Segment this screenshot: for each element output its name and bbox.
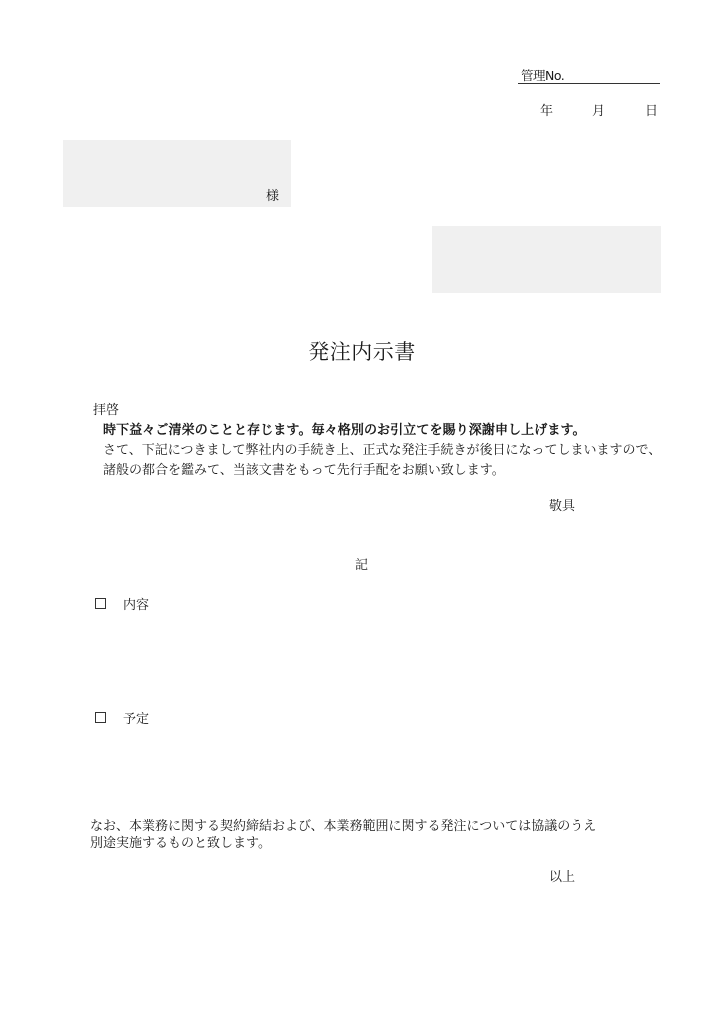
date-month-label: 月	[592, 104, 606, 119]
item-label: 内容	[123, 598, 150, 613]
body-line: 諸般の都合を鑑みて、当該文書をもって先行手配をお願い致します。	[103, 463, 505, 478]
item-schedule	[95, 712, 149, 728]
management-number-label: 管理No.	[521, 68, 565, 83]
note-line: なお、本業務に関する契約締結および、本業務範囲に関する発注については協議のうえ	[90, 819, 597, 834]
greeting-closing: 敬具	[549, 499, 576, 514]
body-line: 時下益々ご清栄のことと存じます。毎々格別のお引立てを賜り深謝申し上げます。	[103, 423, 586, 438]
recipient-honorific: 様	[265, 189, 279, 204]
ki-heading: 記	[355, 558, 369, 573]
note-line: 別途実施するものと致します。	[90, 836, 271, 851]
body-line: さて、下記につきまして弊社内の手続き上、正式な発注手続きが後日になってしまいますので、	[103, 443, 662, 458]
item-label: 予定	[123, 712, 150, 727]
checkbox-icon[interactable]	[95, 712, 106, 723]
greeting-opening: 拝啓	[93, 403, 120, 418]
item-contents	[95, 598, 149, 614]
document-title: 発注内示書	[308, 340, 416, 364]
date-year-label: 年	[540, 104, 554, 119]
recipient-name-field[interactable]	[63, 140, 291, 207]
checkbox-icon[interactable]	[95, 598, 106, 609]
end-mark: 以上	[549, 870, 576, 885]
management-number-underline	[518, 83, 660, 84]
sender-info-field[interactable]	[432, 226, 661, 293]
date-day-label: 日	[645, 104, 659, 119]
